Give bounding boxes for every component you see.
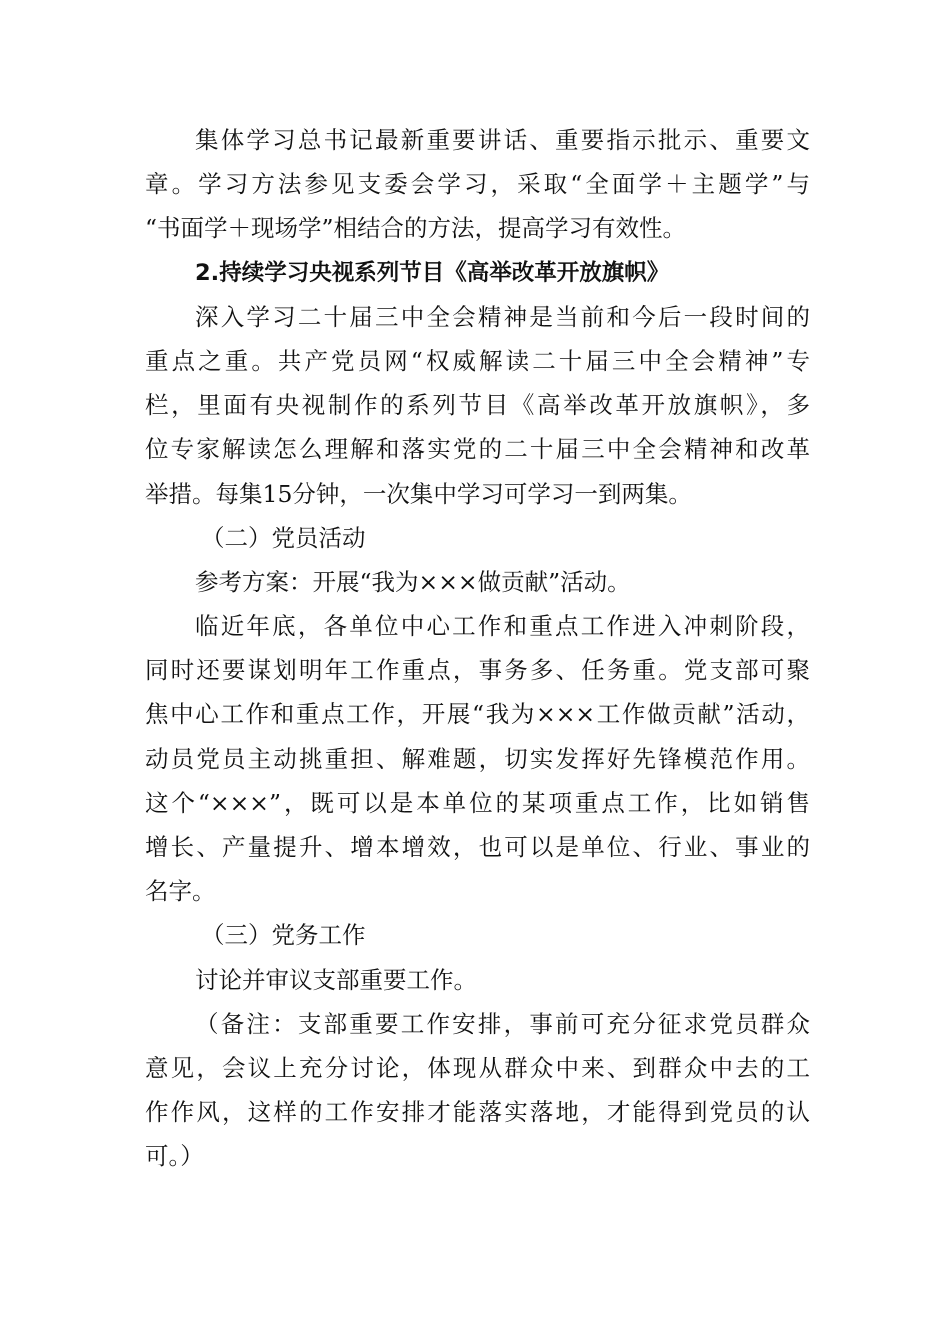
text-line: 深入学习二十届三中全会精神是当前和今后一段时间的 <box>195 302 810 331</box>
text-line: 重点之重。共产党员网“权威解读二十届三中全会精神”专 <box>145 346 810 375</box>
section-heading-party-affairs: （三）党务工作 <box>201 921 366 950</box>
text-line: 位专家解读怎么理解和落实党的二十届三中全会精神和改革 <box>145 435 810 464</box>
text-line: 临近年底，各单位中心工作和重点工作进入冲刺阶段， <box>195 612 810 641</box>
text-line: 栏，里面有央视制作的系列节目《高举改革开放旗帜》，多 <box>145 391 810 420</box>
subheading-cctv-program: 2.持续学习央视系列节目《高举改革开放旗帜》 <box>195 259 670 286</box>
document-body <box>145 118 810 1179</box>
paragraph-remarks <box>145 1002 810 1179</box>
text-line: 作作风，这样的工作安排才能落实落地，才能得到党员的认 <box>145 1098 810 1127</box>
text-line: “书面学＋现场学”相结合的方法，提高学习有效性。 <box>145 214 687 243</box>
text-line: （备注：支部重要工作安排，事前可充分征求党员群众 <box>195 1009 810 1038</box>
text-line: 这个“×××”，既可以是本单位的某项重点工作，比如销售 <box>145 788 810 817</box>
text-line: 增长、产量提升、增本增效，也可以是单位、行业、事业的 <box>145 833 810 861</box>
paragraph-discuss-review: 讨论并审议支部重要工作。 <box>195 965 477 994</box>
paragraph-collective-study <box>145 118 810 251</box>
paragraph-plenum-study <box>145 295 810 516</box>
text-line: 焦中心工作和重点工作，开展“我为×××工作做贡献”活动， <box>145 700 810 729</box>
text-line: 集体学习总书记最新重要讲话、重要指示批示、重要文 <box>195 126 810 154</box>
paragraph-reference-plan: 参考方案：开展“我为×××做贡献”活动。 <box>195 567 631 596</box>
text-line: 名字。 <box>145 877 216 906</box>
text-line: 举措。每集15分钟，一次集中学习可学习一到两集。 <box>145 479 692 508</box>
section-heading-member-activities: （二）党员活动 <box>201 523 366 552</box>
text-line: 动员党员主动挑重担、解难题，切实发挥好先锋模范作用。 <box>145 744 810 773</box>
text-line: 同时还要谋划明年工作重点，事务多、任务重。党支部可聚 <box>145 656 810 685</box>
text-line: 可。） <box>145 1142 204 1171</box>
text-line: 章。学习方法参见支委会学习，采取“全面学＋主题学”与 <box>145 170 810 199</box>
text-line: 意见，会议上充分讨论，体现从群众中来、到群众中去的工 <box>145 1053 810 1082</box>
paragraph-year-end-work <box>145 604 810 913</box>
